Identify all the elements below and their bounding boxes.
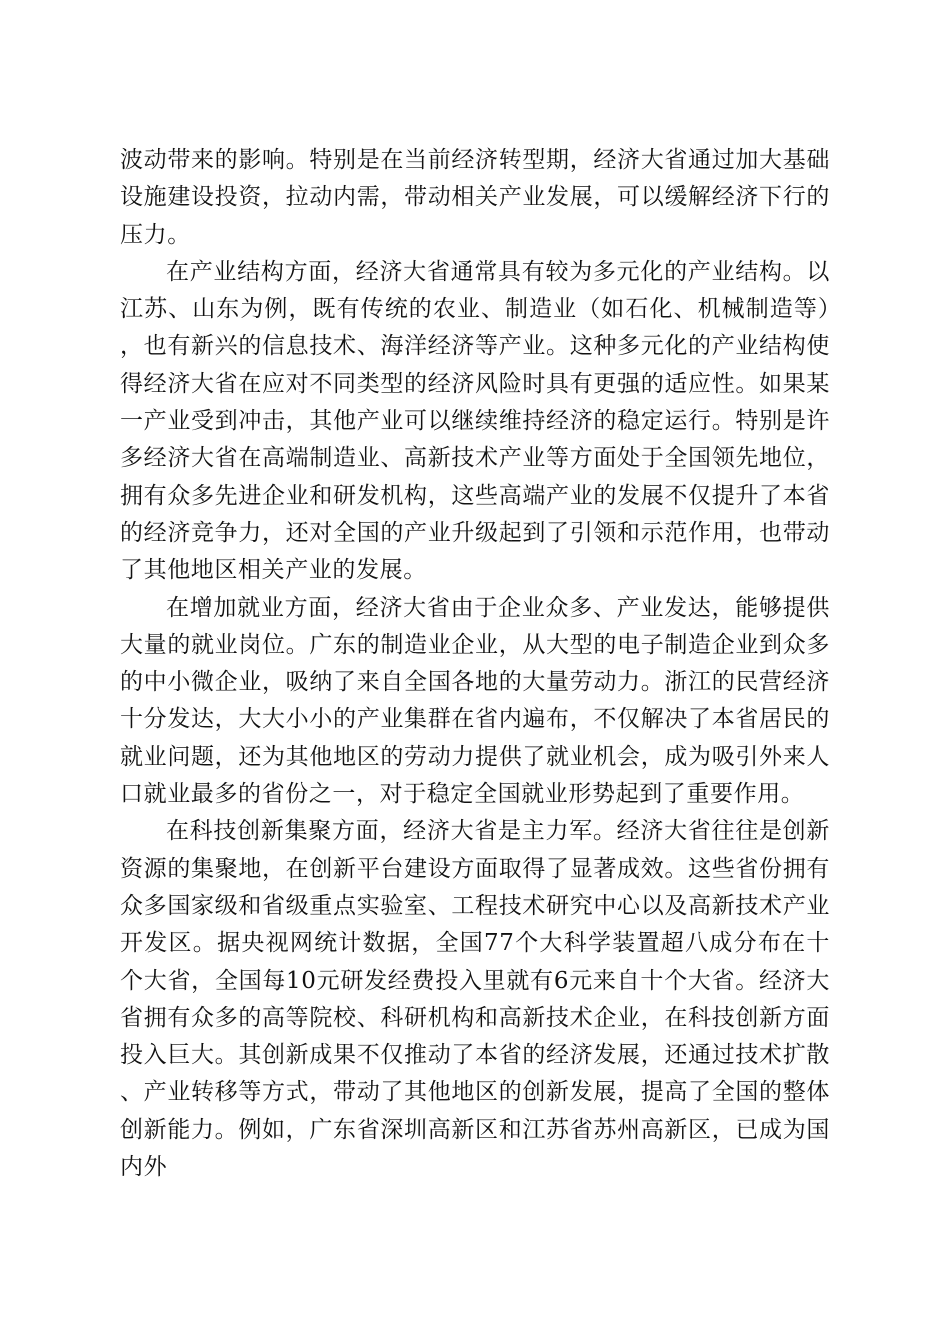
paragraph-industrial-structure: 在产业结构方面，经济大省通常具有较为多元化的产业结构。以江苏、山东为例，既有传统的农业、制造业（如石化、机械制造等），也有新兴的信息技术、海洋经济等产业。这种多元化的产业结构使得经济大省在应对不同类型的经济风险时具有更强的适应性。如果某一产业受到冲击，其他产业可以继续维持经济的稳定运行。特别是许多经济大省在高端制造业、高新技术产业等方面处于全国领先地位，拥有众多先进企业和研发机构，这些高端产业的发展不仅提升了本省的经济竞争力，还对全国的产业升级起到了引领和示范作用，也带动了其他地区相关产业的发展。 (120, 258, 830, 584)
paragraph-employment: 在增加就业方面，经济大省由于企业众多、产业发达，能够提供大量的就业岗位。广东的制造业企业，从大型的电子制造企业到众多的中小微企业，吸纳了来自全国各地的大量劳动力。浙江的民营经济十分发达，大大小小的产业集群在省内遍布，不仅解决了本省居民的就业问题，还为其他地区的劳动力提供了就业机会，成为吸引外来人口就业最多的省份之一，对于稳定全国就业形势起到了重要作用。 (120, 594, 830, 808)
body-text (120, 142, 830, 1186)
paragraph-continuation: 波动带来的影响。特别是在当前经济转型期，经济大省通过加大基础设施建设投资，拉动内需，带动相关产业发展，可以缓解经济下行的压力。 (120, 147, 830, 248)
paragraph-innovation: 在科技创新集聚方面，经济大省是主力军。经济大省往往是创新资源的集聚地，在创新平台建设方面取得了显著成效。这些省份拥有众多国家级和省级重点实验室、工程技术研究中心以及高新技术产业开发区。据央视网统计数据，全国77个大科学装置超八成分布在十个大省，全国每10元研发经费投入里就有6元来自十个大省。经济大省拥有众多的高等院校、科研机构和高新技术企业，在科技创新方面投入巨大。其创新成果不仅推动了本省的经济发展，还通过技术扩散、产业转移等方式，带动了其他地区的创新发展，提高了全国的整体创新能力。例如，广东省深圳高新区和江苏省苏州高新区，已成为国内外 (120, 818, 830, 1181)
